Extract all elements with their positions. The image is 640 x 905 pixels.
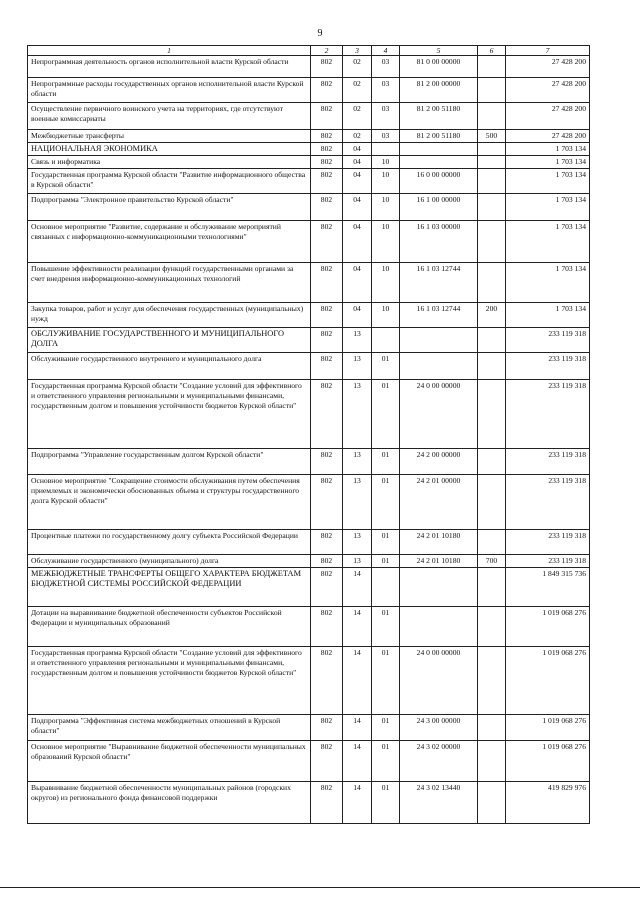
target-article-cell (400, 328, 478, 353)
row-name-cell: Непрограммные расходы государственных органов исполнительной власти Курской области (28, 78, 311, 103)
column-header: 4 (372, 46, 400, 56)
subsection-cell: 10 (372, 194, 400, 221)
expense-type-cell (478, 263, 506, 303)
expense-type-cell: 500 (478, 130, 506, 143)
target-article-cell (400, 156, 478, 169)
expense-type-cell (478, 221, 506, 263)
target-article-cell: 81 2 00 51180 (400, 103, 478, 130)
code-cell: 802 (311, 647, 343, 715)
code-cell: 802 (311, 130, 343, 143)
target-article-cell (400, 143, 478, 156)
table-row (28, 303, 590, 328)
table-row (28, 715, 590, 741)
code-cell: 802 (311, 568, 343, 607)
code-cell: 802 (311, 78, 343, 103)
expense-type-cell (478, 782, 506, 824)
row-name-cell: Непрограммная деятельность органов исполнительной власти Курской области (28, 56, 311, 78)
section-cell: 13 (343, 328, 372, 353)
column-header: 6 (478, 46, 506, 56)
amount-cell: 233 119 318 (506, 555, 590, 568)
subsection-cell: 03 (372, 56, 400, 78)
table-row (28, 263, 590, 303)
target-article-cell: 24 2 00 00000 (400, 449, 478, 475)
column-header: 7 (506, 46, 590, 56)
page-number: 9 (317, 28, 323, 39)
table-row (28, 782, 590, 824)
expense-type-cell (478, 328, 506, 353)
target-article-cell: 24 3 00 00000 (400, 715, 478, 741)
subsection-cell: 01 (372, 647, 400, 715)
amount-cell: 1 703 134 (506, 194, 590, 221)
code-cell: 802 (311, 530, 343, 555)
subsection-cell: 01 (372, 475, 400, 530)
table-row (28, 169, 590, 194)
section-cell: 14 (343, 741, 372, 782)
target-article-cell: 16 1 00 00000 (400, 194, 478, 221)
subsection-cell: 10 (372, 156, 400, 169)
section-cell: 02 (343, 56, 372, 78)
amount-cell: 419 829 976 (506, 782, 590, 824)
amount-cell: 1 849 315 736 (506, 568, 590, 607)
expense-type-cell: 200 (478, 303, 506, 328)
target-article-cell: 16 0 00 00000 (400, 169, 478, 194)
section-cell: 13 (343, 449, 372, 475)
target-article-cell: 24 2 01 10180 (400, 555, 478, 568)
subsection-cell: 10 (372, 169, 400, 194)
code-cell: 802 (311, 156, 343, 169)
code-cell: 802 (311, 56, 343, 78)
amount-cell: 1 703 134 (506, 169, 590, 194)
row-name-cell: Подпрограмма "Эффективная система межбюджетных отношений в Курской области" (28, 715, 311, 741)
subsection-cell: 01 (372, 530, 400, 555)
row-name-cell: Дотации на выравнивание бюджетной обеспеченности субъектов Российской Федерации и муниципальных образований (28, 607, 311, 647)
subsection-cell: 03 (372, 103, 400, 130)
code-cell: 802 (311, 169, 343, 194)
budget-table (27, 45, 590, 824)
row-name-cell: НАЦИОНАЛЬНАЯ ЭКОНОМИКА (28, 143, 311, 156)
table-row (28, 56, 590, 78)
section-cell: 13 (343, 353, 372, 380)
column-header: 3 (343, 46, 372, 56)
subsection-cell (372, 328, 400, 353)
expense-type-cell (478, 169, 506, 194)
section-cell: 02 (343, 103, 372, 130)
code-cell: 802 (311, 263, 343, 303)
code-cell: 802 (311, 103, 343, 130)
amount-cell: 27 428 200 (506, 103, 590, 130)
row-name-cell: Межбюджетные трансферты (28, 130, 311, 143)
expense-type-cell (478, 380, 506, 449)
section-cell: 14 (343, 715, 372, 741)
subsection-cell: 01 (372, 782, 400, 824)
code-cell: 802 (311, 475, 343, 530)
row-name-cell: Подпрограмма "Электронное правительство Курской области" (28, 194, 311, 221)
subsection-cell: 01 (372, 353, 400, 380)
code-cell: 802 (311, 715, 343, 741)
target-article-cell: 24 3 02 00000 (400, 741, 478, 782)
row-name-cell: МЕЖБЮДЖЕТНЫЕ ТРАНСФЕРТЫ ОБЩЕГО ХАРАКТЕРА БЮДЖЕТАМ БЮДЖЕТНОЙ СИСТЕМЫ РОССИЙСКОЙ ФЕДЕРАЦИИ (28, 568, 311, 607)
target-article-cell: 24 2 01 00000 (400, 475, 478, 530)
code-cell: 802 (311, 741, 343, 782)
row-name-cell: Обслуживание государственного (муниципального) долга (28, 555, 311, 568)
code-cell: 802 (311, 555, 343, 568)
expense-type-cell (478, 103, 506, 130)
table-row (28, 194, 590, 221)
section-cell: 13 (343, 380, 372, 449)
table-row (28, 647, 590, 715)
section-cell: 04 (343, 194, 372, 221)
amount-cell: 27 428 200 (506, 56, 590, 78)
subsection-cell: 10 (372, 303, 400, 328)
subsection-cell: 01 (372, 607, 400, 647)
expense-type-cell (478, 568, 506, 607)
table-row (28, 530, 590, 555)
section-cell: 02 (343, 78, 372, 103)
target-article-cell (400, 568, 478, 607)
table-row (28, 380, 590, 449)
amount-cell: 233 119 318 (506, 475, 590, 530)
section-cell: 13 (343, 555, 372, 568)
expense-type-cell (478, 353, 506, 380)
expense-type-cell (478, 194, 506, 221)
code-cell: 802 (311, 328, 343, 353)
row-name-cell: Государственная программа Курской области "Создание условий для эффективного и ответственного управления региональными и муниципальными финансами, государственным долгом и повышения устойчивости бюджетов Курской области" (28, 647, 311, 715)
expense-type-cell (478, 475, 506, 530)
target-article-cell: 24 2 01 10180 (400, 530, 478, 555)
row-name-cell: Государственная программа Курской области "Создание условий для эффективного и ответственного управления региональными и муниципальными финансами, государственным долгом и повышения устойчивости бюджетов Курской области" (28, 380, 311, 449)
row-name-cell: Основное мероприятие "Выравнивание бюджетной обеспеченности муниципальных образований Курской области" (28, 741, 311, 782)
amount-cell: 1 703 134 (506, 221, 590, 263)
target-article-cell: 81 2 00 00000 (400, 78, 478, 103)
row-name-cell: Подпрограмма "Управление государственным долгом Курской области" (28, 449, 311, 475)
table-row (28, 130, 590, 143)
amount-cell: 233 119 318 (506, 530, 590, 555)
amount-cell: 1 019 068 276 (506, 715, 590, 741)
table-row (28, 741, 590, 782)
section-cell: 13 (343, 530, 372, 555)
row-name-cell: Осуществление первичного воинского учета на территориях, где отсутствуют военные комиссариаты (28, 103, 311, 130)
column-header: 2 (311, 46, 343, 56)
subsection-cell: 10 (372, 263, 400, 303)
section-cell: 14 (343, 647, 372, 715)
code-cell: 802 (311, 782, 343, 824)
target-article-cell (400, 353, 478, 380)
page-bottom-rule (0, 887, 640, 888)
target-article-cell: 81 2 00 51180 (400, 130, 478, 143)
subsection-cell: 03 (372, 78, 400, 103)
table-row (28, 156, 590, 169)
amount-cell: 233 119 318 (506, 353, 590, 380)
row-name-cell: Основное мероприятие "Развитие, содержание и обслуживание мероприятий связанных с информационно-коммуникационными технологиями" (28, 221, 311, 263)
table-row (28, 103, 590, 130)
code-cell: 802 (311, 303, 343, 328)
amount-cell: 1 703 134 (506, 263, 590, 303)
row-name-cell: Выравнивание бюджетной обеспеченности муниципальных районов (городских округов) из регионального фонда финансовой поддержки (28, 782, 311, 824)
table-row (28, 555, 590, 568)
expense-type-cell (478, 607, 506, 647)
section-cell: 02 (343, 130, 372, 143)
subsection-cell (372, 143, 400, 156)
column-header: 5 (400, 46, 478, 56)
table-row (28, 475, 590, 530)
amount-cell: 233 119 318 (506, 328, 590, 353)
target-article-cell: 16 1 03 12744 (400, 303, 478, 328)
target-article-cell: 16 1 03 12744 (400, 263, 478, 303)
amount-cell: 233 119 318 (506, 380, 590, 449)
section-cell: 04 (343, 156, 372, 169)
amount-cell: 1 019 068 276 (506, 607, 590, 647)
expense-type-cell: 700 (478, 555, 506, 568)
target-article-cell: 81 0 00 00000 (400, 56, 478, 78)
expense-type-cell (478, 530, 506, 555)
target-article-cell (400, 607, 478, 647)
row-name-cell: Обслуживание государственного внутреннего и муниципального долга (28, 353, 311, 380)
expense-type-cell (478, 449, 506, 475)
target-article-cell: 24 0 00 00000 (400, 380, 478, 449)
subsection-cell: 01 (372, 741, 400, 782)
row-name-cell: Повышение эффективности реализации функций государственными органами за счет внедрения информационно-коммуникационных технологий (28, 263, 311, 303)
code-cell: 802 (311, 607, 343, 647)
subsection-cell: 03 (372, 130, 400, 143)
subsection-cell: 01 (372, 380, 400, 449)
row-name-cell: Закупка товаров, работ и услуг для обеспечения государственных (муниципальных) нужд (28, 303, 311, 328)
table-row (28, 568, 590, 607)
target-article-cell: 24 0 00 00000 (400, 647, 478, 715)
code-cell: 802 (311, 194, 343, 221)
subsection-cell (372, 568, 400, 607)
table-row (28, 607, 590, 647)
section-cell: 04 (343, 221, 372, 263)
amount-cell: 27 428 200 (506, 130, 590, 143)
code-cell: 802 (311, 380, 343, 449)
section-cell: 04 (343, 263, 372, 303)
row-name-cell: Процентные платежи по государственному долгу субъекта Российской Федерации (28, 530, 311, 555)
code-cell: 802 (311, 353, 343, 380)
subsection-cell: 01 (372, 715, 400, 741)
section-cell: 04 (343, 303, 372, 328)
expense-type-cell (478, 56, 506, 78)
code-cell: 802 (311, 143, 343, 156)
expense-type-cell (478, 647, 506, 715)
target-article-cell: 16 1 03 00000 (400, 221, 478, 263)
expense-type-cell (478, 715, 506, 741)
row-name-cell: ОБСЛУЖИВАНИЕ ГОСУДАРСТВЕННОГО И МУНИЦИПАЛЬНОГО ДОЛГА (28, 328, 311, 353)
amount-cell: 1 703 134 (506, 143, 590, 156)
section-cell: 04 (343, 169, 372, 194)
section-cell: 04 (343, 143, 372, 156)
expense-type-cell (478, 156, 506, 169)
expense-type-cell (478, 741, 506, 782)
subsection-cell: 01 (372, 555, 400, 568)
expense-type-cell (478, 78, 506, 103)
amount-cell: 27 428 200 (506, 78, 590, 103)
amount-cell: 1 019 068 276 (506, 741, 590, 782)
amount-cell: 1 019 068 276 (506, 647, 590, 715)
table-row (28, 78, 590, 103)
expense-type-cell (478, 143, 506, 156)
code-cell: 802 (311, 221, 343, 263)
table-row (28, 449, 590, 475)
section-cell: 14 (343, 607, 372, 647)
table-row (28, 328, 590, 353)
section-cell: 14 (343, 568, 372, 607)
amount-cell: 233 119 318 (506, 449, 590, 475)
table-row (28, 353, 590, 380)
row-name-cell: Связь и информатика (28, 156, 311, 169)
table-header-row (28, 46, 590, 56)
section-cell: 13 (343, 475, 372, 530)
subsection-cell: 01 (372, 449, 400, 475)
subsection-cell: 10 (372, 221, 400, 263)
amount-cell: 1 703 134 (506, 303, 590, 328)
row-name-cell: Государственная программа Курской области "Развитие информационного общества в Курской области" (28, 169, 311, 194)
table-row (28, 143, 590, 156)
table-row (28, 221, 590, 263)
amount-cell: 1 703 134 (506, 156, 590, 169)
code-cell: 802 (311, 449, 343, 475)
target-article-cell: 24 3 02 13440 (400, 782, 478, 824)
row-name-cell: Основное мероприятие "Сокращение стоимости обслуживания путем обеспечения приемлемых и экономически обоснованных объема и структуры государственного долга Курской области" (28, 475, 311, 530)
column-header: 1 (28, 46, 311, 56)
section-cell: 14 (343, 782, 372, 824)
